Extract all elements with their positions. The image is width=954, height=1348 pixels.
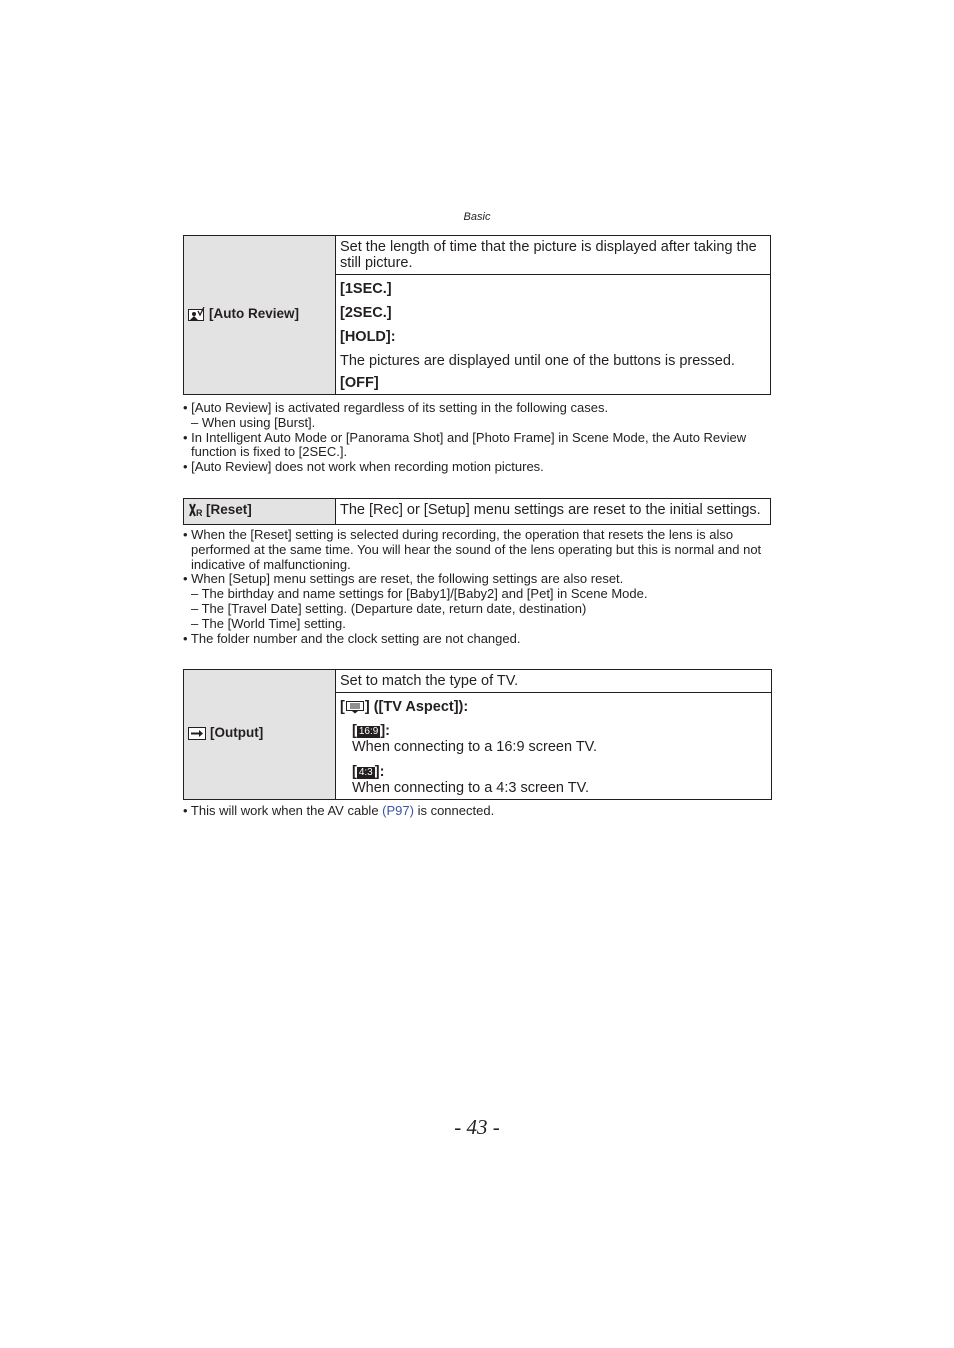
reset-note-1: • When the [Reset] setting is selected during recording, the operation that resets the lens is also performed at the same time. You will hear the sound of the lens operating but this is normal and not indicative of malfunctioning. — [183, 527, 762, 572]
output-label: [Output] — [210, 725, 264, 740]
output-icon — [188, 727, 206, 744]
auto-review-note-3: • [Auto Review] does not work when recording motion pictures. — [183, 459, 544, 475]
auto-review-notes — [183, 401, 773, 475]
option-2sec: [2SEC.] — [340, 305, 392, 321]
auto-review-note-1-sub: – When using [Burst]. — [191, 414, 316, 430]
auto-review-note-2: • In Intelligent Auto Mode or [Panorama Shot] and [Photo Frame] in Scene Mode, the Auto Review function is fixed to [2SEC.]. — [183, 429, 747, 460]
auto-review-note-1: • [Auto Review] is activated regardless of its setting in the following cases. — [183, 400, 609, 415]
aspect-16-9-icon: 16:9 — [358, 726, 379, 737]
tv-aspect-std-description: When connecting to a 4:3 screen TV. — [352, 780, 589, 796]
output-options — [336, 693, 772, 800]
option-1sec: [1SEC.] — [340, 281, 392, 297]
tv-aspect-wide-label: [ 16:9 ]: — [352, 723, 390, 739]
output-description: Set to match the type of TV. — [336, 670, 772, 693]
auto-review-table — [183, 235, 771, 395]
reset-icon — [188, 503, 202, 521]
auto-review-icon — [188, 307, 205, 325]
reset-note-2: • When [Setup] menu settings are reset, the following settings are also reset. — [183, 571, 624, 587]
tv-aspect-standard — [340, 764, 767, 796]
reset-table — [183, 498, 771, 525]
tv-aspect-icon — [346, 701, 364, 718]
tv-aspect-heading: [ ] ([TV Aspect]): — [340, 699, 767, 718]
reset-label-cell — [184, 499, 336, 525]
svg-text:R: R — [196, 508, 202, 517]
auto-review-label: [Auto Review] — [209, 305, 300, 321]
reset-note-3: • The folder number and the clock setting are not changed. — [183, 630, 521, 646]
output-label-cell — [184, 670, 336, 800]
page-number: - 43 - — [454, 1115, 500, 1139]
tv-aspect-wide-description: When connecting to a 16:9 screen TV. — [352, 739, 598, 755]
option-hold: [HOLD]: — [340, 329, 396, 345]
aspect-4-3-icon: 4:3 — [358, 767, 373, 778]
reset-note-2-sub-3: – The [World Time] setting. — [191, 615, 346, 631]
reset-note-2-sub-1: – The birthday and name settings for [Baby1]/[Baby2] and [Pet] in Scene Mode. — [191, 586, 648, 602]
option-off: [OFF] — [340, 375, 379, 391]
tv-aspect-std-label: [ 4:3 ]: — [352, 764, 385, 780]
reset-description: The [Rec] or [Setup] menu settings are reset to the initial settings. — [336, 499, 771, 525]
output-note: • This will work when the AV cable (P97) is connected. — [183, 803, 495, 818]
output-notes — [183, 804, 773, 819]
output-table — [183, 669, 772, 800]
tv-aspect-wide — [340, 723, 767, 755]
reset-label: [Reset] — [206, 502, 252, 517]
option-hold-description: The pictures are displayed until one of the buttons is pressed. — [340, 353, 735, 369]
reset-notes — [183, 528, 773, 646]
auto-review-description: Set the length of time that the picture is displayed after taking the still picture. — [336, 236, 771, 275]
page-link-p97[interactable]: (P97) — [382, 803, 414, 818]
reset-note-2-sub-2: – The [Travel Date] setting. (Departure date, return date, destination) — [191, 600, 587, 616]
auto-review-label-cell — [184, 236, 336, 395]
auto-review-options — [336, 275, 771, 395]
section-header: Basic — [463, 211, 491, 223]
